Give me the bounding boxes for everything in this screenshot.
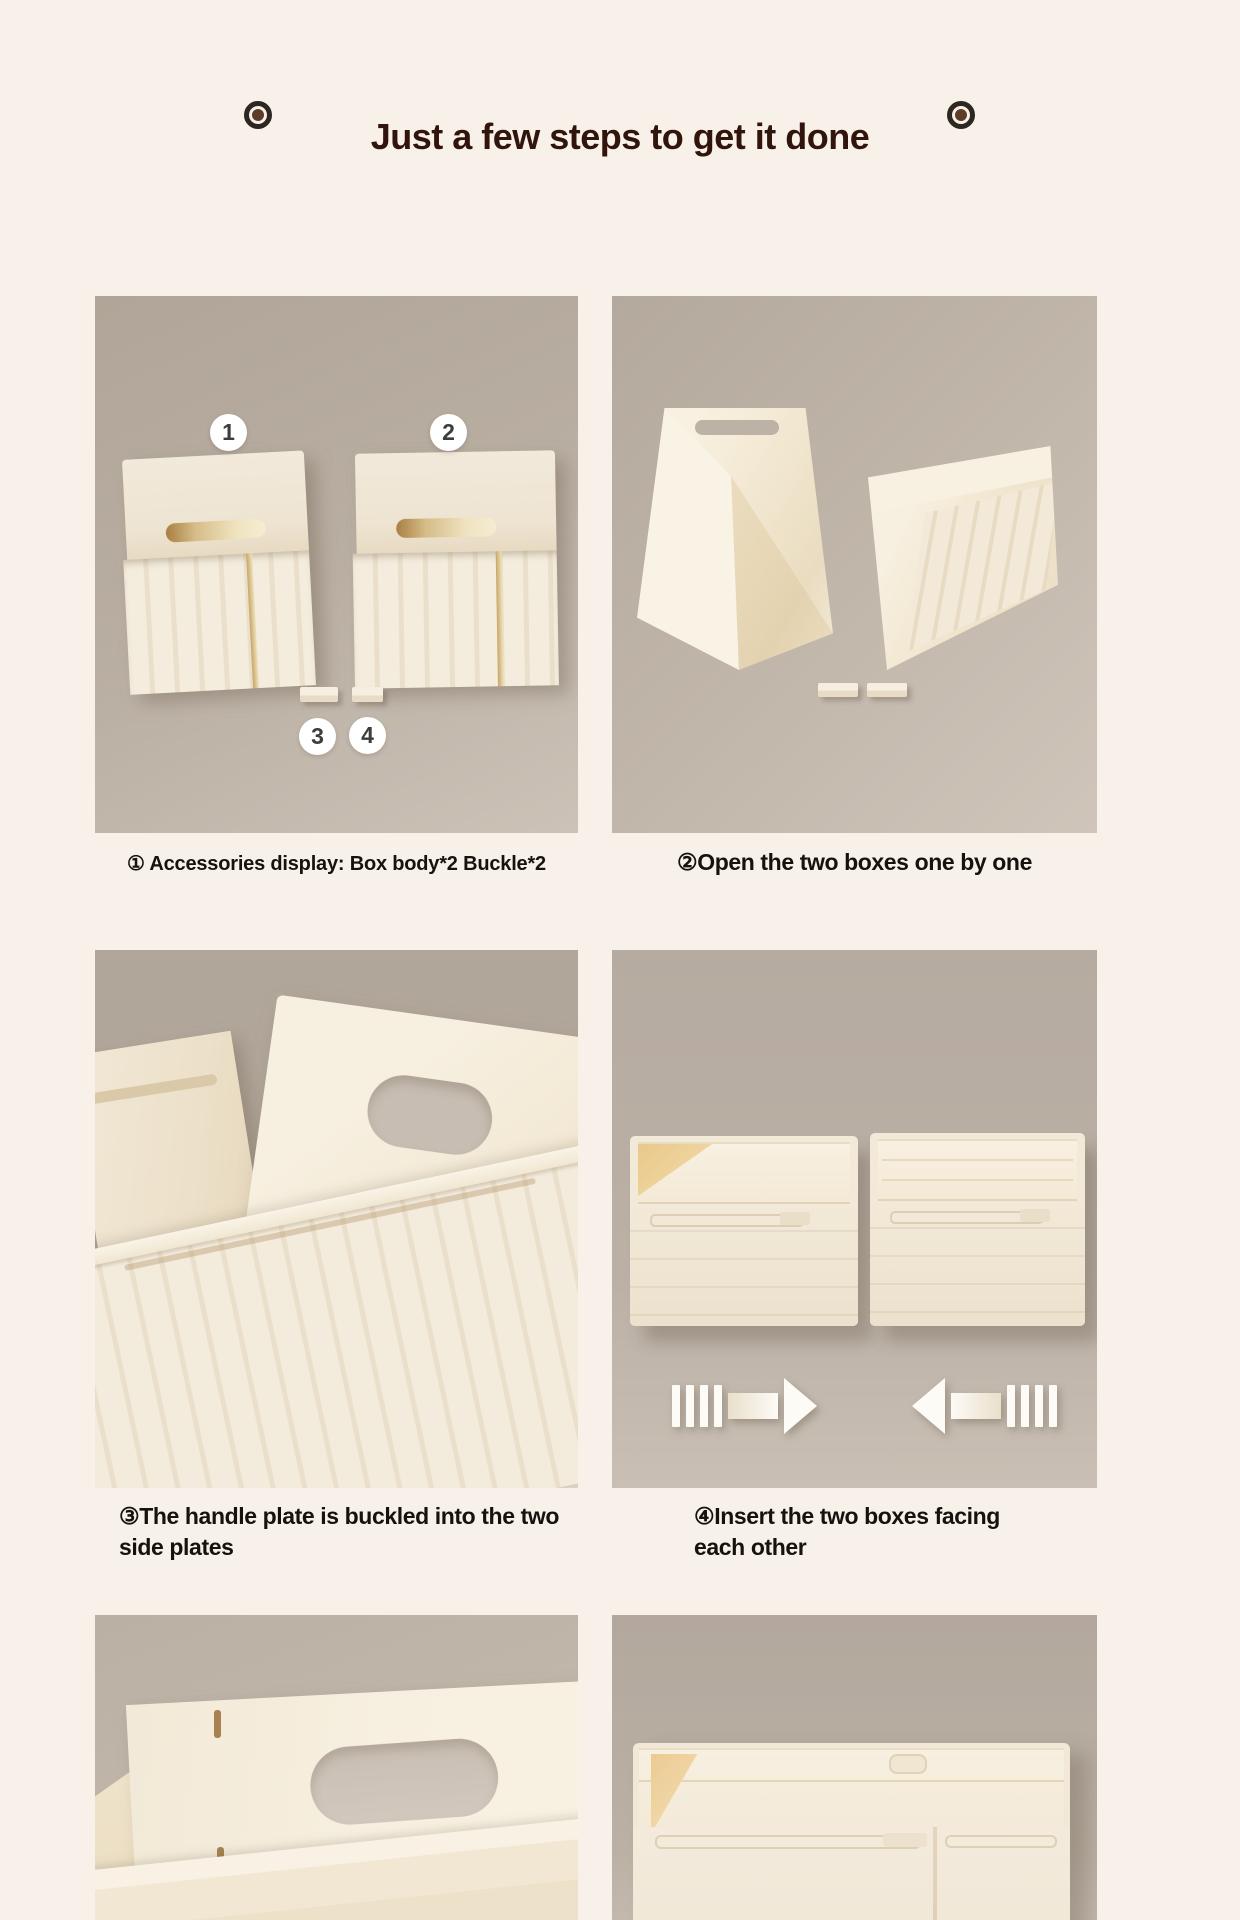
interior-shadow [638, 1144, 733, 1196]
folded-box-panel [355, 450, 559, 693]
interior-fold-line [882, 1159, 1073, 1161]
open-storage-box [630, 1136, 858, 1326]
panel-groove [496, 551, 504, 686]
buckle [352, 687, 383, 702]
handle-slot [695, 420, 779, 435]
arrow-left-icon [912, 1378, 1057, 1434]
panel-groove [246, 553, 259, 688]
step4-caption-line2: each other [694, 1534, 807, 1560]
front-tab [883, 1833, 927, 1847]
interior-fold-line [882, 1179, 1073, 1181]
arrow-body [728, 1393, 778, 1419]
panel-ribbed-face [353, 550, 559, 689]
arrow-speed-line [1035, 1385, 1043, 1427]
half-opened-box [637, 408, 833, 670]
arrow-speed-line [1049, 1385, 1057, 1427]
box-front-face [633, 1827, 1070, 1920]
panel-top-face [355, 450, 557, 553]
arrow-right-icon [672, 1378, 817, 1434]
assembled-storage-box [633, 1743, 1070, 1920]
step5-photo-corner-closeup [95, 1615, 578, 1920]
bullseye-icon [947, 101, 975, 129]
arrow-speed-line [1021, 1385, 1029, 1427]
panel-ribbed-face [123, 550, 316, 695]
interior-fold-line [639, 1780, 1064, 1782]
arrow-head [912, 1378, 945, 1434]
front-groove [655, 1835, 921, 1849]
box-front-face [630, 1204, 858, 1326]
buckle [300, 687, 338, 702]
step2-photo-open-boxes [612, 296, 1097, 833]
step4-caption [694, 1501, 1000, 1563]
number-badge-4: 4 [349, 717, 386, 754]
step1-photo-accessories [95, 296, 578, 833]
step3-photo-handle-plate [95, 950, 578, 1488]
arrow-speed-line [1007, 1385, 1015, 1427]
handle-slot [396, 517, 496, 538]
panel-top-face [122, 450, 309, 559]
page-title: Just a few steps to get it done [370, 116, 870, 158]
step4-photo-insert-boxes [612, 950, 1097, 1488]
front-tab [1020, 1209, 1050, 1222]
step1-caption: ① Accessories display: Box body*2 Buckle*2 [127, 853, 546, 875]
number-badge-1: 1 [210, 414, 247, 451]
buckle [867, 683, 907, 697]
number-badge-2: 2 [430, 414, 467, 451]
box-interior [878, 1139, 1077, 1201]
clip-tab [889, 1754, 927, 1774]
front-seam [933, 1827, 937, 1920]
corner-slot [214, 1710, 221, 1738]
step3-caption-line1: ③The handle plate is buckled into the two [119, 1503, 559, 1529]
box-interior [639, 1748, 1064, 1826]
buckle [818, 683, 858, 697]
arrow-body [951, 1393, 1001, 1419]
interior-shadow [651, 1754, 717, 1834]
arrow-speed-line [686, 1385, 694, 1427]
box-interior [638, 1142, 850, 1204]
arrow-speed-line [672, 1385, 680, 1427]
arrow-speed-line [714, 1385, 722, 1427]
box-front-face [870, 1201, 1085, 1326]
number-badge-3: 3 [299, 718, 336, 755]
handle-cutout [308, 1736, 501, 1827]
plate-slot [95, 1073, 218, 1104]
handle-slot [165, 519, 266, 543]
step2-caption: ②Open the two boxes one by one [677, 849, 1032, 875]
step3-caption-line2: side plates [119, 1534, 234, 1560]
step6-photo-assembled-box [612, 1615, 1097, 1920]
step4-caption-line1: ④Insert the two boxes facing [694, 1503, 1000, 1529]
folded-box-panel [122, 450, 316, 694]
front-tab [780, 1212, 810, 1225]
open-storage-box [870, 1133, 1085, 1326]
arrow-head [784, 1378, 817, 1434]
bullseye-dot [955, 109, 967, 121]
half-opened-box [868, 446, 1058, 670]
arrow-speed-line [700, 1385, 708, 1427]
handle-cutout [363, 1071, 497, 1160]
step3-caption [119, 1501, 559, 1563]
front-groove [945, 1835, 1057, 1848]
